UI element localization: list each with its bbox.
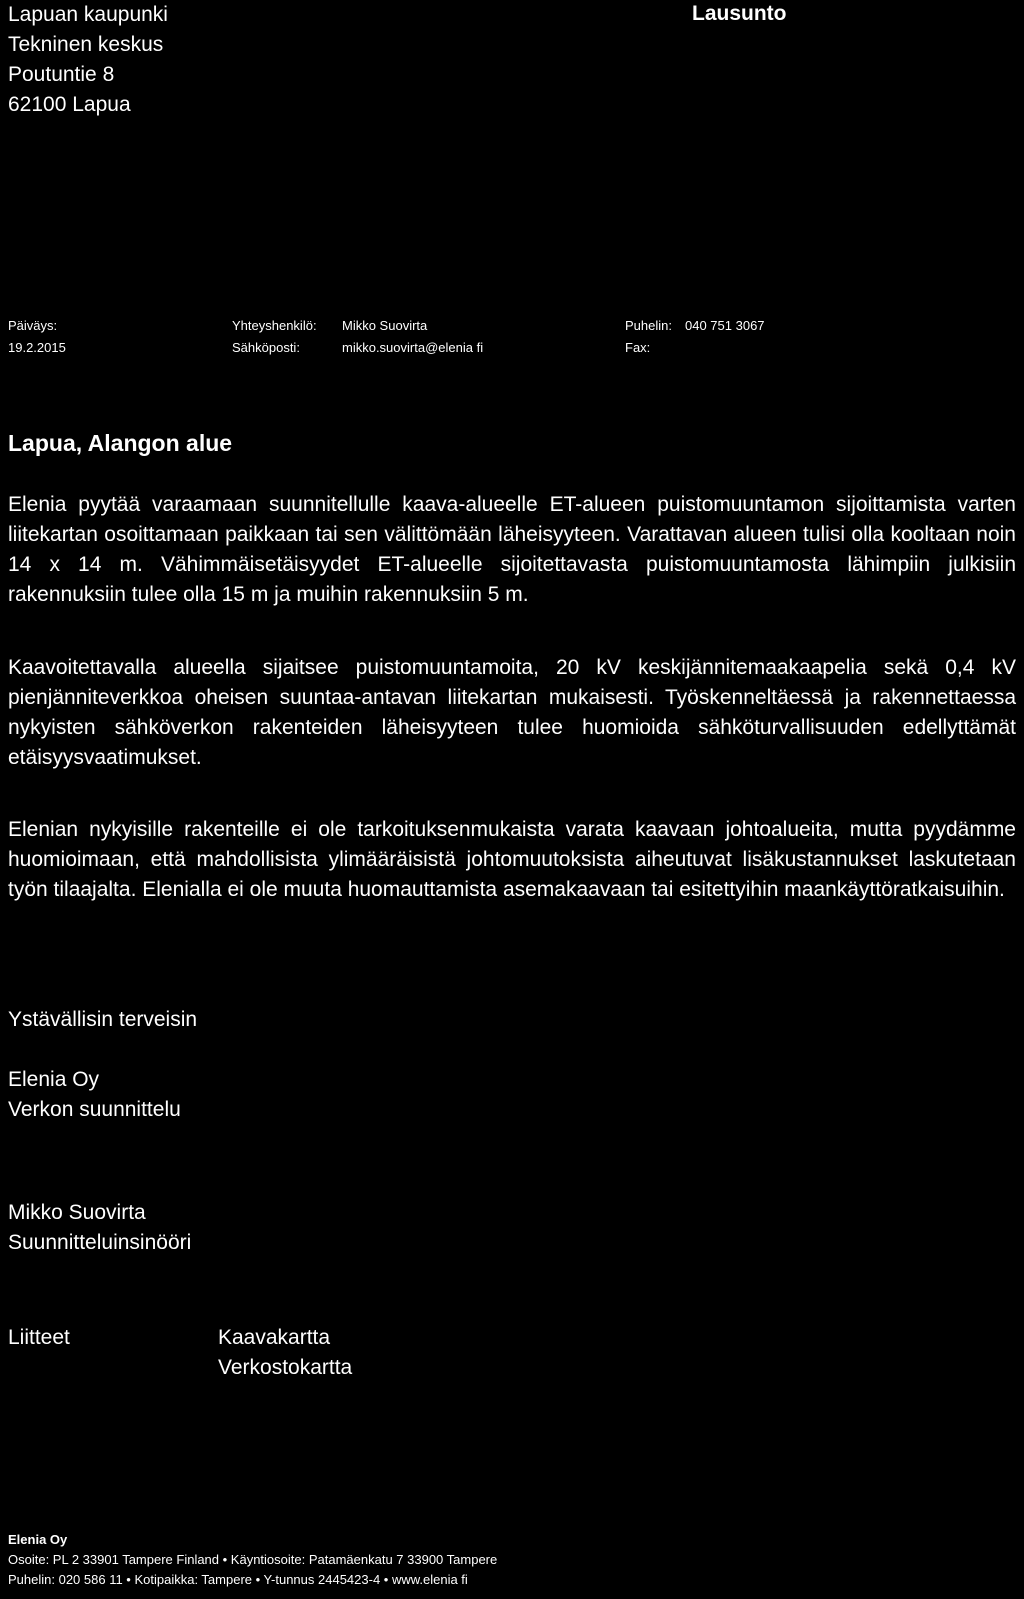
contact-labels: [232, 315, 317, 359]
email-label: Sähköposti:: [232, 340, 300, 355]
attachments-label: Liitteet: [8, 1326, 70, 1349]
phone-label: Puhelin:: [625, 318, 672, 333]
signer: [8, 1198, 191, 1258]
paragraph-text: Elenia pyytää varaamaan suunnitellulle kaava-alueelle ET-alueen puistomuuntamon sijoittamista varten liitekartan osoittamaan paikkaan tai sen välittömään läheisyyteen. Varattavan alueen tulisi olla kooltaan noin 14 x 14 m. Vähimmäisetäisyydet ET-alueelle sijoitettavasta puistomuuntamosta lähimpiin julkisiin rakennuksiin tulee olla 15 m ja muihin rakennuksiin 5 m.: [8, 493, 1016, 606]
date-block: [8, 315, 66, 359]
attachment-item: Kaavakartta: [218, 1326, 331, 1349]
signer-name: Mikko Suovirta: [8, 1201, 146, 1224]
organization-name: Elenia Oy: [8, 1068, 100, 1091]
sender-address: [8, 0, 168, 120]
contact-values: [342, 315, 483, 359]
sender-line-street: Poutuntie 8: [8, 63, 115, 86]
document-type: Lausunto: [692, 2, 787, 25]
paragraph-1: [8, 490, 1016, 610]
footer: [8, 1530, 497, 1590]
footer-contact-line: Puhelin: 020 586 11 • Kotipaikka: Tampere • Y-tunnus 2445423-4 • www.elenia fi: [8, 1572, 468, 1587]
contact-label: Yhteyshenkilö:: [232, 318, 317, 333]
paragraph-2: [8, 653, 1016, 773]
paragraph-text: Elenian nykyisille rakenteille ei ole tarkoituksenmukaista varata kaavaan johtoalueita, mutta pyydämme huomioimaan, että mahdollisista ylimääräisistä johtomuutoksista aiheutuvat lisäkustannukset laskutetaan työn tilaajalta. Elenialla ei ole muuta huomauttamista asemakaavaan tai esitettyihin maankäyttöratkaisuihin.: [8, 818, 1016, 901]
phone-value: 040 751 3067: [685, 318, 765, 333]
sender-line-department: Tekninen keskus: [8, 33, 164, 56]
fax-label: Fax:: [625, 340, 651, 355]
phone-labels: [625, 315, 672, 359]
phone-values: [685, 315, 765, 337]
sender-line-organization: Lapuan kaupunki: [8, 3, 168, 26]
document-heading: Lapua, Alangon alue: [8, 430, 233, 456]
signer-title: Suunnitteluinsinööri: [8, 1231, 192, 1254]
paragraph-text: Kaavoitettavalla alueella sijaitsee puistomuuntamoita, 20 kV keskijännitemaakaapelia sekä 0,4 kV pienjänniteverkkoa oheisen suuntaa-antavan liitekartan mukaisesti. Työskenneltäessä ja rakennettaessa nykyisten sähköverkon rakenteiden läheisyyteen tulee huomioida sähköturvallisuuden edellyttämät etäisyysvaatimukset.: [8, 656, 1016, 769]
paragraph-3: [8, 815, 1016, 905]
closing-organization: [8, 1065, 181, 1125]
date-label: Päiväys:: [8, 318, 58, 333]
sender-line-postal: 62100 Lapua: [8, 93, 131, 116]
organization-unit: Verkon suunnittelu: [8, 1098, 181, 1121]
closing-greeting: Ystävällisin terveisin: [8, 1008, 198, 1031]
date-value: 19.2.2015: [8, 340, 66, 355]
attachment-item: Verkostokartta: [218, 1356, 353, 1379]
footer-address-line: Osoite: PL 2 33901 Tampere Finland • Käyntiosoite: Patamäenkatu 7 33900 Tampere: [8, 1552, 498, 1567]
email-value[interactable]: mikko.suovirta@elenia fi: [342, 340, 484, 355]
footer-company: Elenia Oy: [8, 1532, 68, 1547]
attachments-list: [218, 1323, 352, 1383]
contact-value: Mikko Suovirta: [342, 318, 428, 333]
